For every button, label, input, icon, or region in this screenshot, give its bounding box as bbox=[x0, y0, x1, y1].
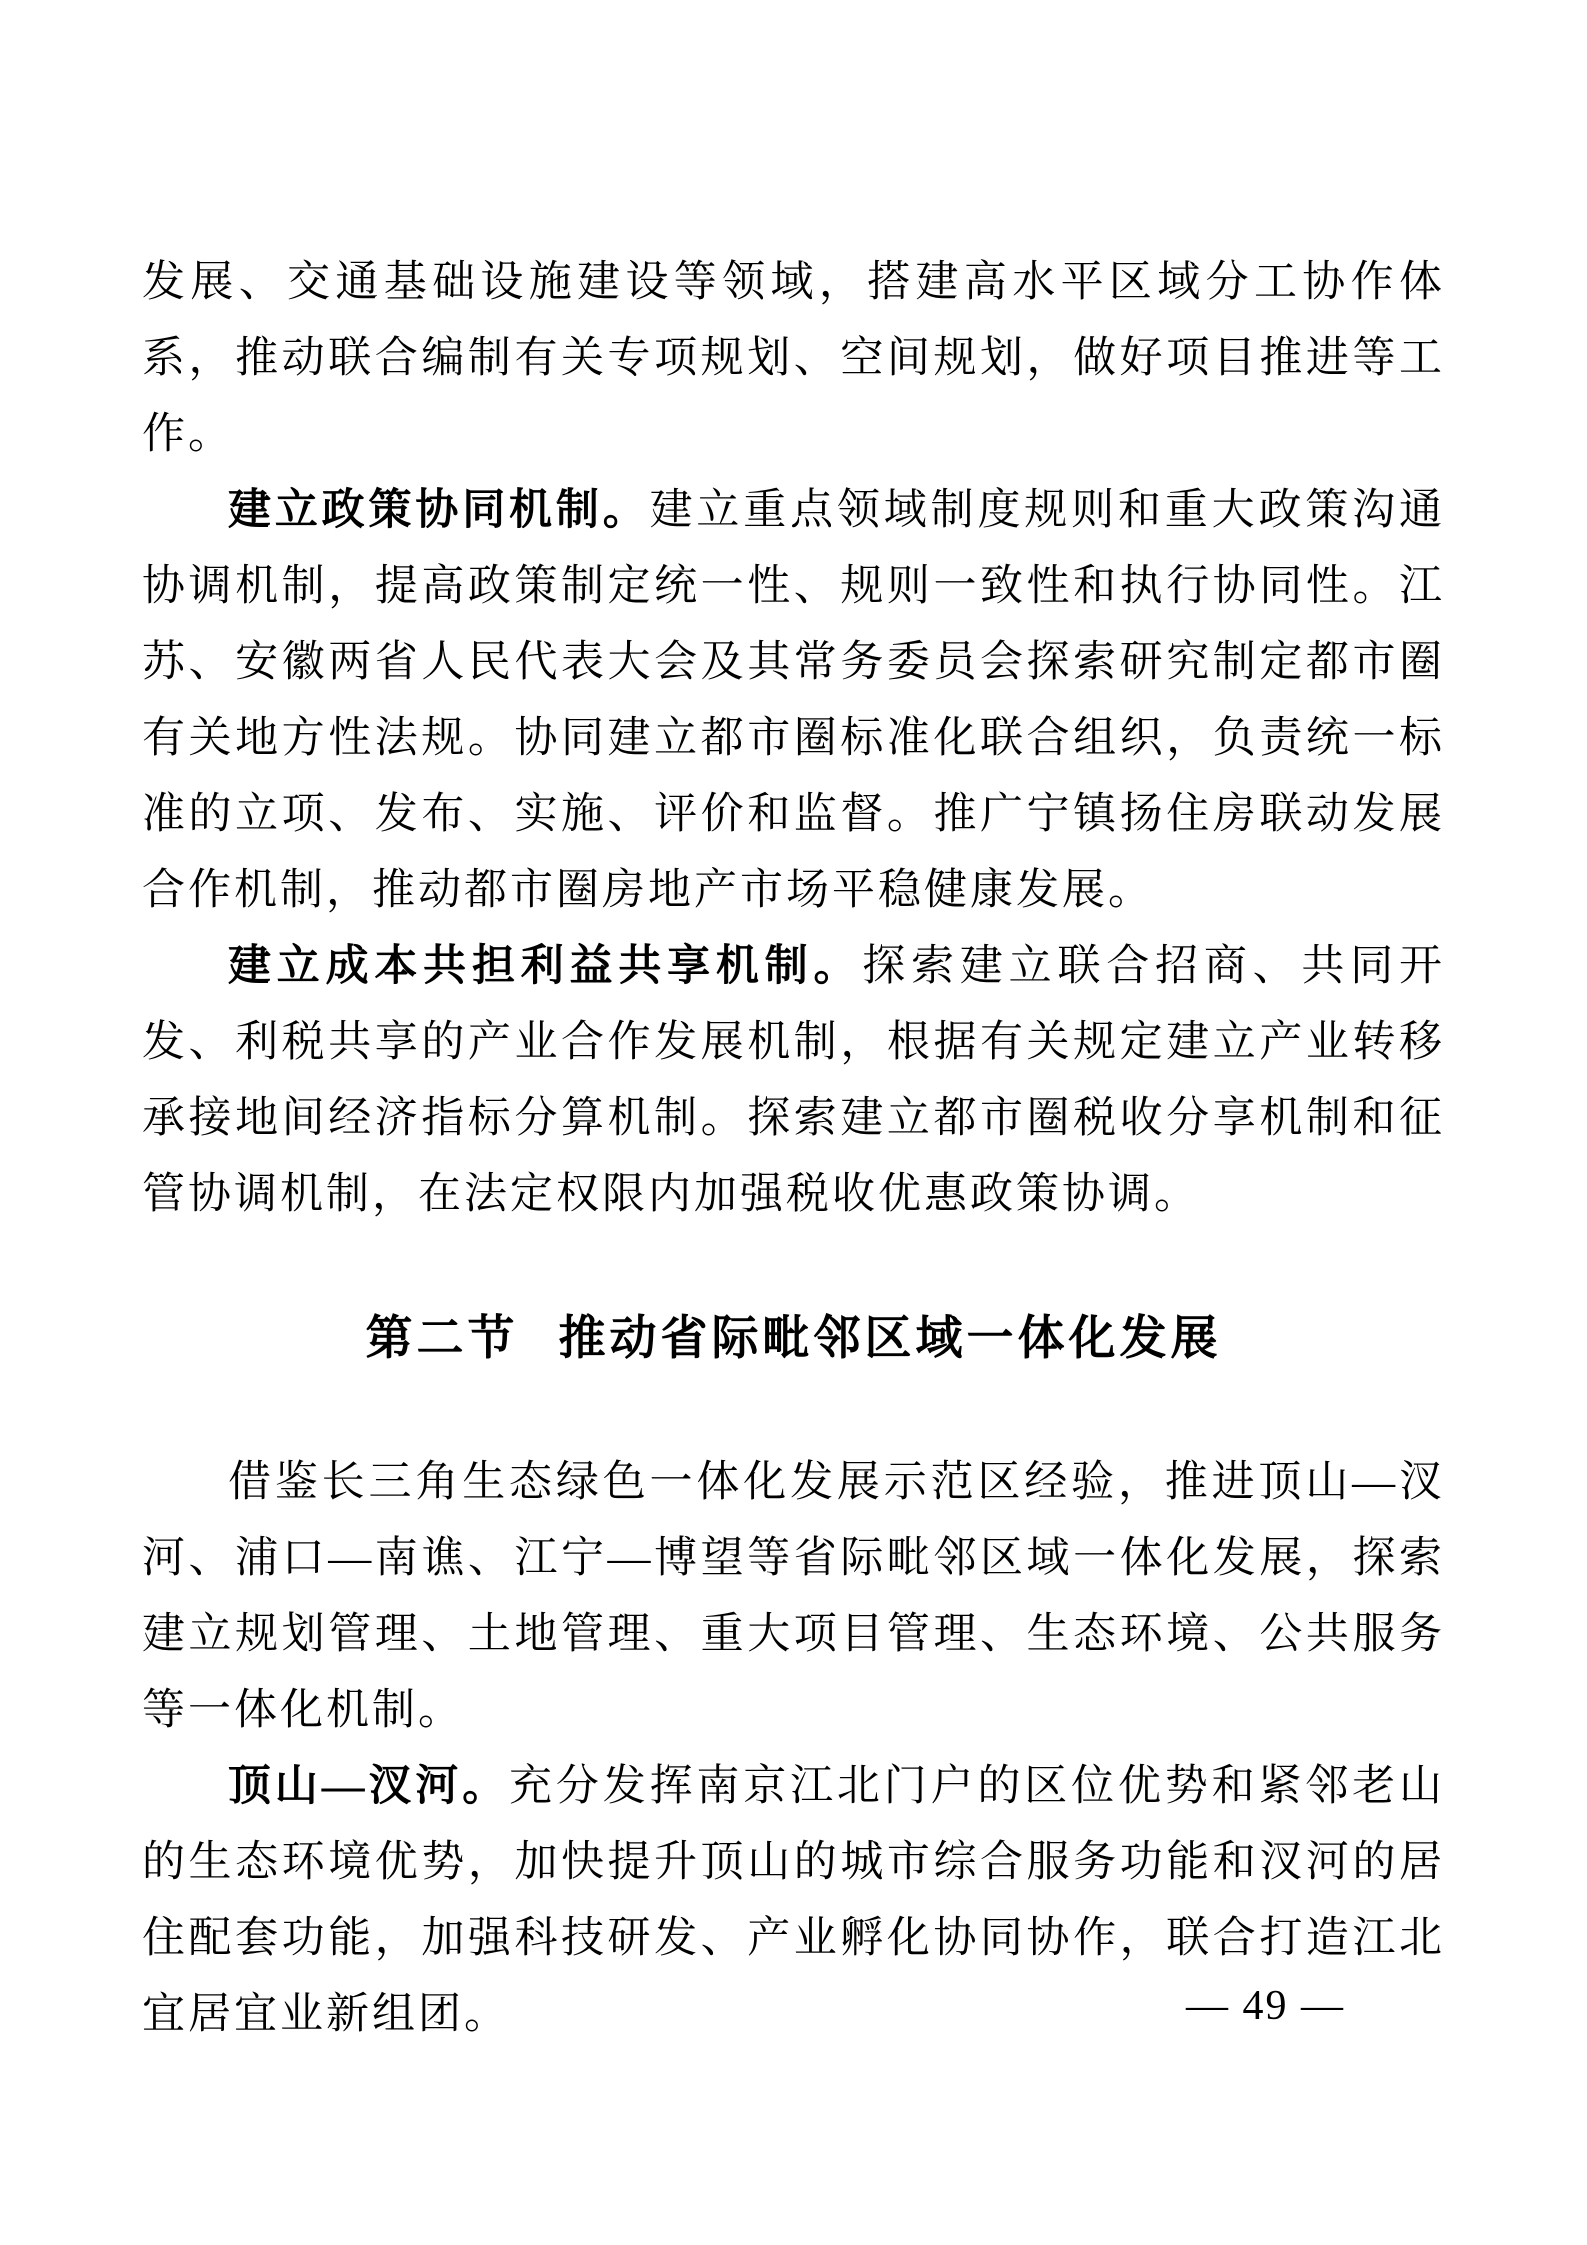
paragraph-lead: 顶山—汊河。 bbox=[228, 1763, 510, 1810]
paragraph-text: 探索建立联合招商、共同开发、利税共享的产业合作发展机制，根据有关规定建立产业转移承接地间经济指标分算机制。探索建立都市圈税收分享机制和征管协调机制，在法定权限内加强税收优惠政策协调。 bbox=[142, 943, 1446, 1218]
paragraph bbox=[142, 473, 1445, 929]
paragraph-text: 发展、交通基础设施建设等领域，搭建高水平区域分工协作体系，推动联合编制有关专项规划、空间规划，做好项目推进等工作。 bbox=[142, 259, 1445, 458]
section-title: 推动省际毗邻区域一体化发展 bbox=[558, 1313, 1222, 1365]
paragraph-lead: 建立政策协同机制。 bbox=[228, 487, 650, 534]
paragraph bbox=[142, 1445, 1445, 1749]
paragraph bbox=[142, 245, 1445, 473]
paragraph bbox=[142, 929, 1445, 1233]
paragraph-text: 建立重点领域制度规则和重大政策沟通协调机制，提高政策制定统一性、规则一致性和执行协同性。江苏、安徽两省人民代表大会及其常务委员会探索研究制定都市圈有关地方性法规。协同建立都市圈标准化联合组织，负责统一标准的立项、发布、实施、评价和监督。推广宁镇扬住房联动发展合作机制，推动都市圈房地产市场平稳健康发展。 bbox=[142, 487, 1446, 914]
paragraph-text: 充分发挥南京江北门户的区位优势和紧邻老山的生态环境优势，加快提升顶山的城市综合服务功能和汊河的居住配套功能，加强科技研发、产业孵化协同协作，联合打造江北宜居宜业新组团。 bbox=[142, 1763, 1446, 2038]
page-number: — 49 — bbox=[1186, 1983, 1345, 2029]
paragraph-lead: 建立成本共担利益共享机制。 bbox=[228, 943, 863, 990]
paragraph-text: 借鉴长三角生态绿色一体化发展示范区经验，推进顶山—汊河、浦口—南谯、江宁—博望等省际毗邻区域一体化发展，探索建立规划管理、土地管理、重大项目管理、生态环境、公共服务等一体化机制。 bbox=[142, 1459, 1445, 1734]
section-number: 第二节 bbox=[365, 1313, 519, 1365]
section-heading bbox=[142, 1301, 1445, 1377]
body-text bbox=[142, 245, 1445, 2053]
